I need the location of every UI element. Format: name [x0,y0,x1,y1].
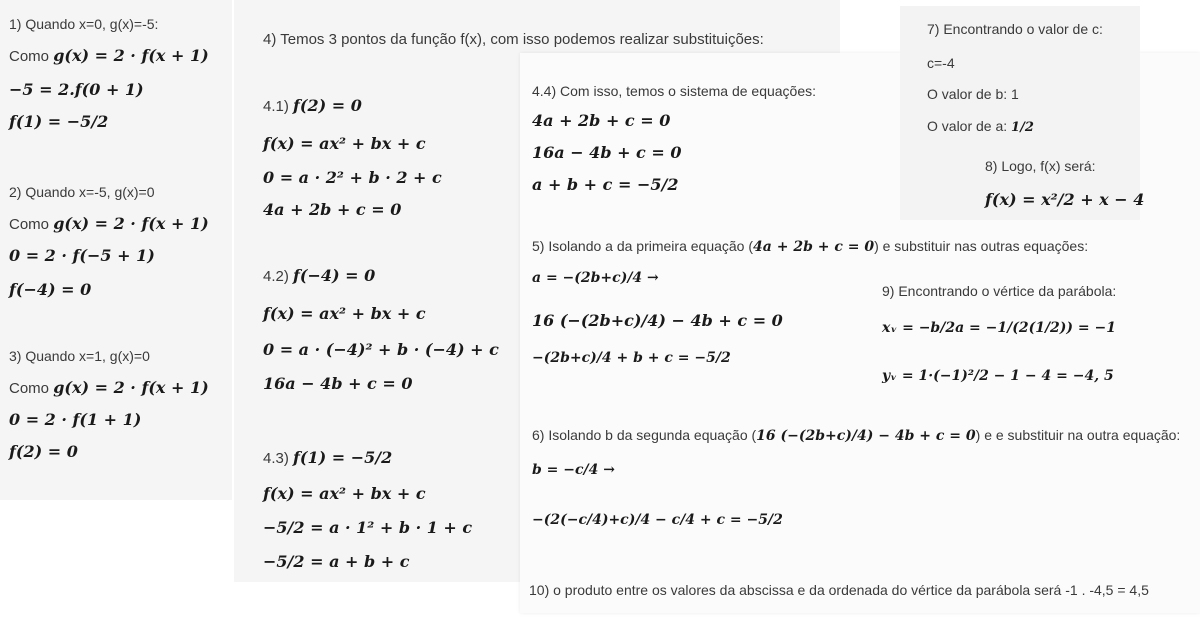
step7-c-value: c=-4 [927,55,955,71]
step4-2-line3: 16a − 4b + c = 0 [263,374,413,393]
step4-1-line3: 4a + 2b + c = 0 [263,200,402,219]
step4-4-line3: a + b + c = −5/2 [532,175,679,194]
step8-line1: f(x) = x²/2 + x − 4 [985,190,1145,209]
step5-title: 5) Isolando a da primeira equação (4a + 2b + c = 0) e substituir nas outras equações: [532,238,1089,255]
step4-title: 4) Temos 3 pontos da função f(x), com isso podemos realizar substituições: [263,31,764,48]
step1-line1: Como g(x) = 2 · f(x + 1) [9,46,209,65]
step3-line1: Como g(x) = 2 · f(x + 1) [9,378,209,397]
step5-line3: −(2b+c)/4 + b + c = −5/2 [532,350,731,366]
step4-3-line1: f(x) = ax² + bx + c [263,484,426,503]
step7-b-value: O valor de b: 1 [927,86,1019,102]
step5-line1: a = −(2b+c)/4 → [532,270,659,286]
step9-xv: xᵥ = −b/2a = −1/(2(1/2)) = −1 [882,320,1116,336]
step10-text: 10) o produto entre os valores da abscissa e da ordenada do vértice da parábola será -1 . -4,5 = 4,5 [529,582,1149,598]
step4-1-heading: 4.1) f(2) = 0 [263,96,362,115]
step2-line1: Como g(x) = 2 · f(x + 1) [9,214,209,233]
steps-7-8-panel [900,6,1140,220]
step4-4-line1: 4a + 2b + c = 0 [532,111,671,130]
step3-title: 3) Quando x=1, g(x)=0 [9,348,150,364]
step4-3-line2: −5/2 = a · 1² + b · 1 + c [263,518,473,537]
step4-1-line2: 0 = a · 2² + b · 2 + c [263,168,442,187]
step4-4-line2: 16a − 4b + c = 0 [532,143,682,162]
step1-line3: f(1) = −5/2 [9,112,109,131]
step2-line3: f(−4) = 0 [9,280,92,299]
step7-a-value: O valor de a: 1/2 [927,118,1034,135]
step6-line1: b = −c/4 → [532,462,615,478]
step4-3-heading: 4.3) f(1) = −5/2 [263,448,393,467]
step4-4-title: 4.4) Com isso, temos o sistema de equações: [532,83,817,99]
step3-line2: 0 = 2 · f(1 + 1) [9,410,142,429]
step4-3-line3: −5/2 = a + b + c [263,552,410,571]
step4-2-heading: 4.2) f(−4) = 0 [263,266,376,285]
step2-title: 2) Quando x=-5, g(x)=0 [9,184,155,200]
step9-title: 9) Encontrando o vértice da parábola: [882,283,1117,299]
step8-title: 8) Logo, f(x) será: [985,158,1096,174]
step4-2-line2: 0 = a · (−4)² + b · (−4) + c [263,340,499,359]
step6-line2: −(2(−c/4)+c)/4 − c/4 + c = −5/2 [532,512,783,528]
step9-yv: yᵥ = 1·(−1)²/2 − 1 − 4 = −4, 5 [882,368,1114,384]
step7-title: 7) Encontrando o valor de c: [927,21,1103,37]
step2-line2: 0 = 2 · f(−5 + 1) [9,246,155,265]
step1-title: 1) Quando x=0, g(x)=-5: [9,16,159,32]
step5-line2: 16 (−(2b+c)/4) − 4b + c = 0 [532,311,783,330]
step6-title: 6) Isolando b da segunda equação (16 (−(2b+c)/4) − 4b + c = 0) e e substituir na outra equação: [532,427,1181,444]
step4-2-line1: f(x) = ax² + bx + c [263,304,426,323]
step1-line2: −5 = 2.f(0 + 1) [9,80,144,99]
step3-line3: f(2) = 0 [9,442,78,461]
step4-1-line1: f(x) = ax² + bx + c [263,134,426,153]
